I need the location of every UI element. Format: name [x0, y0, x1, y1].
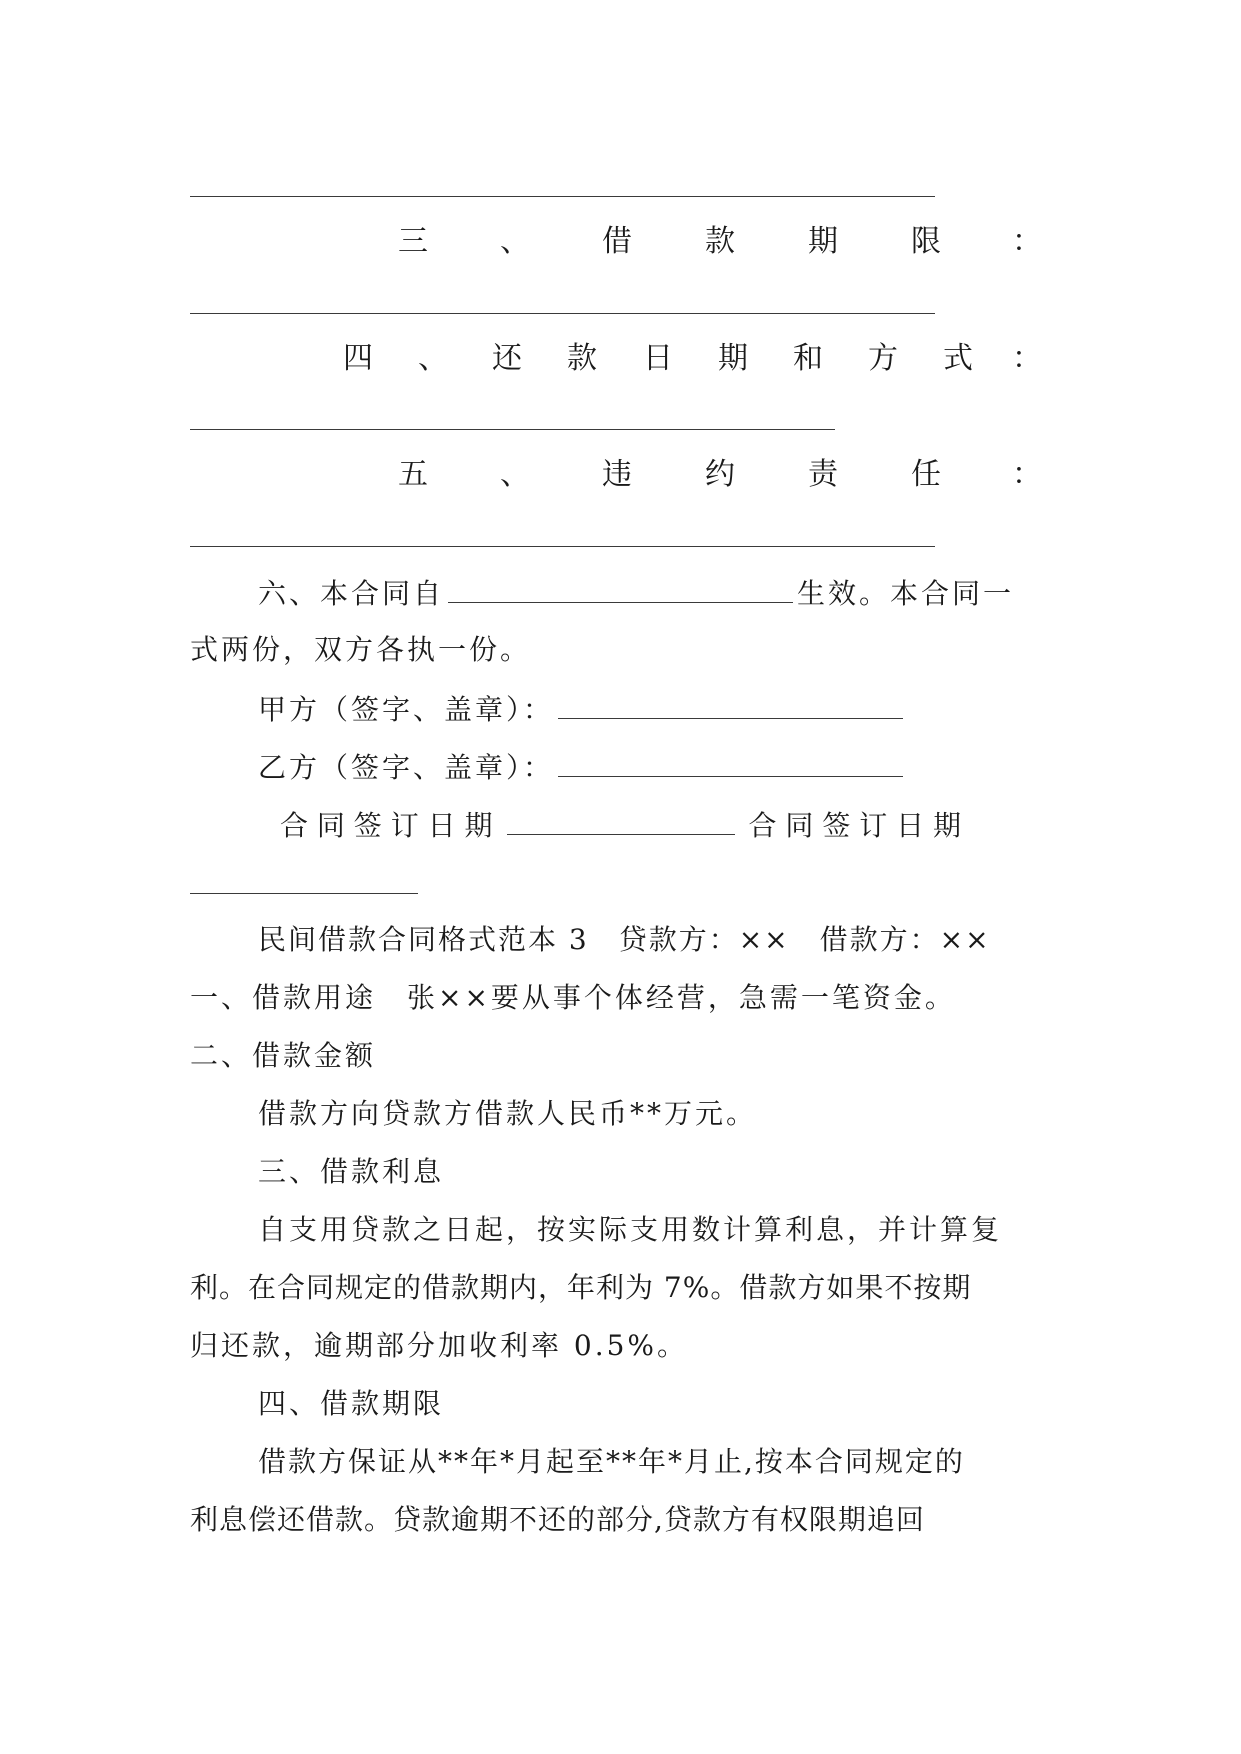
- clause-char: 款: [705, 224, 735, 259]
- term-text-line-1: 借款方保证从**年*月起至**年*月止,按本合同规定的: [258, 1445, 965, 1478]
- party-b-label: 乙方（签字、盖章）：: [258, 751, 555, 784]
- clause-5-heading: [0, 455, 1241, 495]
- clause-char: 和: [793, 341, 823, 376]
- clause-char: 责: [808, 457, 838, 492]
- fill-blank-line: [190, 313, 935, 314]
- party-b-signature-line: [258, 746, 907, 788]
- clause-char: 借: [602, 224, 632, 259]
- clause-6-line-1: [258, 572, 1014, 614]
- fill-blank-line: [190, 893, 418, 894]
- clause-char: 、: [500, 224, 530, 259]
- sign-date-label-repeat: 合 同 签 订 日 期: [748, 809, 962, 842]
- clause-6-suffix: 生效。本合同一: [797, 577, 1015, 610]
- party-a-signature-blank: [558, 688, 903, 719]
- fill-blank-line: [190, 196, 935, 197]
- clause-char: 日: [643, 341, 673, 376]
- fill-blank-line: [190, 429, 835, 430]
- effective-date-blank: [448, 572, 793, 603]
- clause-char: 方: [868, 341, 898, 376]
- interest-text-line-1: 自支用贷款之日起，按实际支用数计算利息，并计算复: [258, 1213, 1003, 1246]
- sign-date-line: [280, 804, 961, 846]
- clause-char: 四: [343, 341, 373, 376]
- sign-date-label: 合 同 签 订 日 期: [280, 809, 493, 842]
- term-text-line-2: 利息偿还借款。贷款逾期不还的部分,贷款方有权限期追回: [190, 1503, 925, 1536]
- clause-char: 期: [808, 224, 838, 259]
- clause-char: ：: [1012, 224, 1042, 259]
- clause-4-heading: [0, 339, 1241, 379]
- clause-char: 还: [492, 341, 522, 376]
- party-a-signature-line: [258, 688, 907, 730]
- template-3-title: 民间借款合同格式范本 3 贷款方：×× 借款方：××: [258, 923, 991, 956]
- clause-char: 违: [602, 457, 632, 492]
- amount-text: 借款方向贷款方借款人民币**万元。: [258, 1097, 758, 1130]
- interest-text-line-2: 利。在合同规定的借款期内，年利为 7%。借款方如果不按期: [190, 1271, 972, 1304]
- clause-char: 、: [418, 341, 448, 376]
- amount-heading: 二、借款金额: [190, 1039, 377, 1072]
- clause-char: 三: [398, 224, 428, 259]
- clause-char: 五: [398, 457, 428, 492]
- clause-3-heading: [0, 222, 1241, 262]
- clause-char: ：: [1012, 457, 1042, 492]
- clause-char: 期: [718, 341, 748, 376]
- clause-char: 款: [567, 341, 597, 376]
- party-b-signature-blank: [558, 746, 903, 777]
- term-heading: 四、借款期限: [258, 1387, 445, 1420]
- clause-char: 式: [943, 341, 973, 376]
- clause-char: 约: [705, 457, 735, 492]
- interest-text-line-3: 归还款，逾期部分加收利率 0.5%。: [190, 1329, 689, 1362]
- party-a-label: 甲方（签字、盖章）：: [258, 693, 555, 726]
- sign-date-blank: [507, 804, 735, 835]
- clause-6-line-2: 式两份，双方各执一份。: [190, 633, 532, 666]
- purpose-line: 一、借款用途 张××要从事个体经营，急需一笔资金。: [190, 981, 956, 1014]
- interest-heading: 三、借款利息: [258, 1155, 445, 1188]
- clause-char: 、: [500, 457, 530, 492]
- clause-char: 任: [911, 457, 941, 492]
- clause-char: 限: [911, 224, 941, 259]
- clause-6-prefix: 六、本合同自: [258, 577, 445, 610]
- fill-blank-line: [190, 546, 935, 547]
- clause-char: ：: [1012, 341, 1042, 376]
